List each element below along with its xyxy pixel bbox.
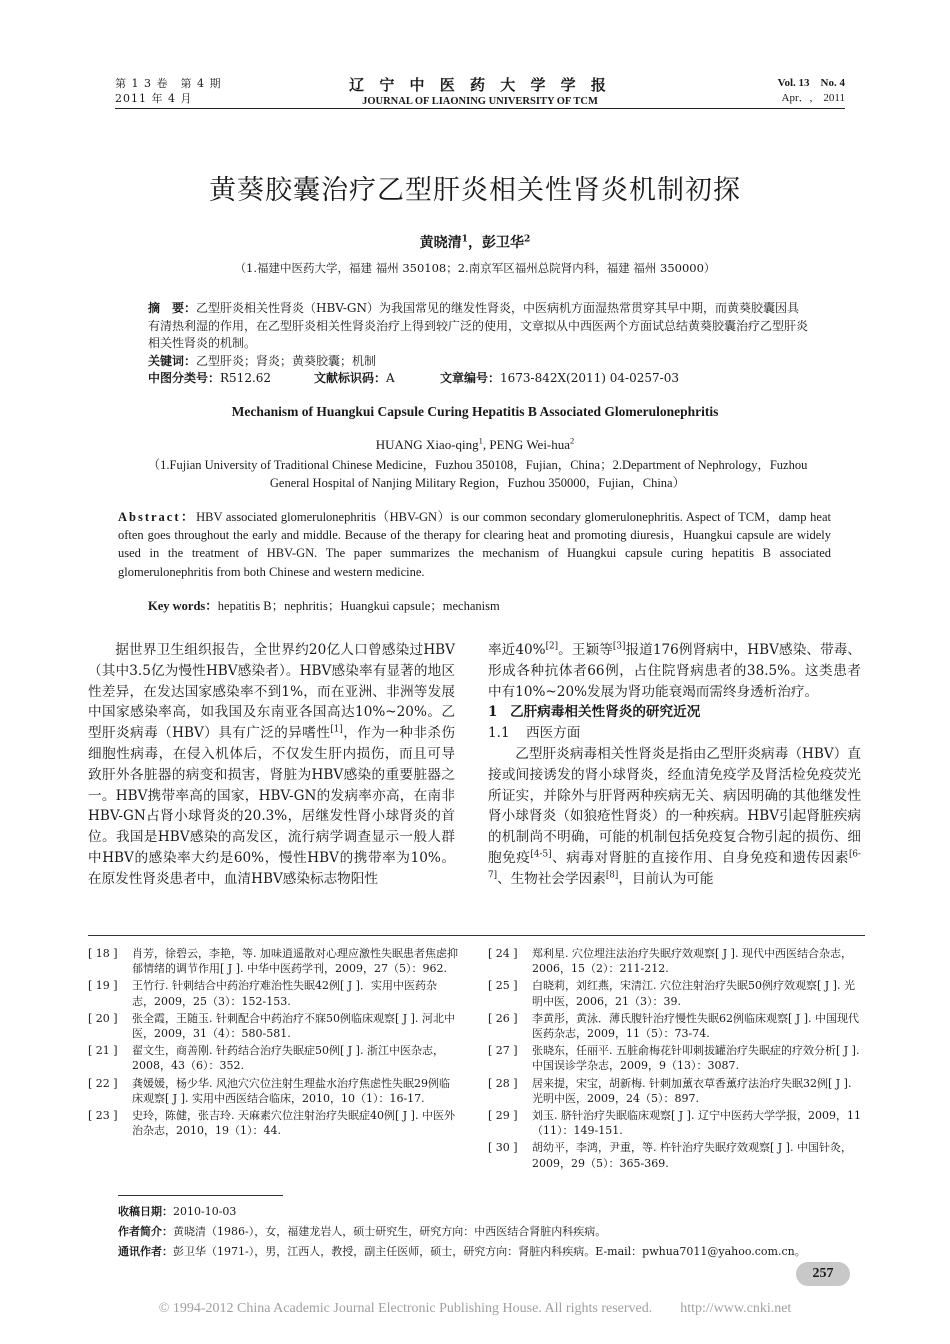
body-column-right — [488, 640, 861, 890]
reference-item: [ 20 ] 张全霞，王随玉. 针刺配合中药治疗不寐50例临床观察[ J ]. 河北中医，2009，31（4）：580-581. — [88, 1011, 455, 1041]
doc-code-value: A — [386, 371, 395, 385]
reference-item: [ 29 ] 刘玉. 脐针治疗失眠临床观察[ J ]. 辽宁中医药大学学报，2009，11（11）：149-151. — [488, 1109, 861, 1138]
article-no-field — [440, 370, 679, 388]
classification-row — [148, 370, 808, 388]
keywords-cn-text: 乙型肝炎；肾炎；黄葵胶囊；机制 — [196, 353, 377, 368]
reference-item: [ 21 ] 翟文生，商善刚. 针药结合治疗失眠症50例[ J ]. 浙江中医杂志，2008，43（6）：352. — [88, 1044, 444, 1073]
author-2-en-sup: 2 — [570, 435, 575, 446]
subsection-heading-1-1 — [488, 723, 861, 744]
reference-item: [ 22 ] 龚媛媛，杨少华. 风池穴穴位注射生理盐水治疗焦虑性失眠29例临床观察[ J ]. 实用中西医结合临床，2010，10（1）：16-17. — [88, 1076, 450, 1105]
corresponding-author: 通讯作者：彭卫华（1971-），男，江西人，教授，副主任医师，硕士，研究方向：肾脏内科疾病。E-mail：pwhua7011@yahoo.com.cn。 — [118, 1245, 806, 1258]
reference-item: [ 27 ] 张晓东，任丽平. 五脏俞梅花针叩刺拔罐治疗失眠症的疗效分析[ J ]. 中国误诊学杂志，2009，9（13）：3087. — [488, 1044, 860, 1073]
body-column-left — [88, 640, 455, 890]
affiliation-en: （1.Fujian University of Traditional Chinese Medicine，Fuzhou 350108，Fujian，China；2.Department of Nephrology，Fuzhou General Hospital of Nanjing Military Region，Fuzhou 350000，Fujian，China） — [147, 458, 808, 490]
header-divider — [115, 108, 845, 109]
body-paragraph-2: 乙型肝炎病毒相关性肾炎是指由乙型肝炎病毒（HBV）直接或间接诱发的肾小球肾炎，经血清免疫学及肾活检免疫荧光所证实，并除外与肝肾两种疾病无关、病因明确的其他继发性肾小球肾炎（如狼疮性肾炎）的一种疾病。HBV引起肾脏疾病的机制尚不明确，可能的机制包括免疫复合物引起的损伤、细胞免疫[4-5]、病毒对肾脏的直接作用、自身免疫和遗传因素[6-7]、生物社会学因素[8]，目前认为可能 — [488, 745, 862, 887]
author-sep: ， — [468, 235, 482, 251]
abstract-en — [118, 508, 831, 581]
keywords-cn — [148, 353, 808, 371]
article-no-label: 文章编号： — [440, 371, 501, 385]
references-right — [488, 946, 865, 1173]
reference-item: [ 28 ] 居来提，宋宝，胡新梅. 针刺加薰衣草香薰疗法治疗失眠32例[ J ]. 光明中医，2009，24（5）：897. — [488, 1076, 852, 1105]
section-heading-1 — [488, 702, 861, 723]
abstract-cn-label: 摘 要： — [148, 301, 197, 315]
citation: [4-5] — [530, 849, 552, 860]
abstract-en-text: HBV associated glomerulonephritis（HBV-GN）is our common secondary glomerulonephritis. Aspect of TCM，damp heat often goes throughout the early and middle. Because of the therapy for clearing heat and promoting diuresis，Huangkui capsule are widely used in the treatment of HBV-GN. The paper summarizes the mechanism of Huangkui capsule curing hepatitis B associated glomerulonephritis from both Chinese and western medicine. — [118, 510, 831, 579]
references-divider — [88, 935, 865, 936]
body-paragraph-1-cont: 率近40%[2]。王颖等[3]报道176例肾病中，HBV感染、带毒、形成各种抗体者66例，占住院肾病患者的38.5%。这类患者中有10%~20%发展为肾功能衰竭而需终身透析治疗。 — [488, 641, 862, 700]
reference-item: [ 26 ] 李黄彤，黄泳．薄氏腹针治疗慢性失眠62例临床观察[ J ]. 中国现代医药杂志，2009，11（5）：73-74. — [488, 1011, 859, 1041]
author-1: 黄晓清 — [419, 235, 462, 251]
author-1-en-sup: 1 — [478, 435, 483, 446]
section-number: 1 — [488, 704, 498, 721]
citation: [1] — [330, 724, 343, 735]
reference-item: [ 23 ] 史玲，陈健，张吉玲. 天麻素穴位注射治疗失眠症40例[ J ]. 中医外治杂志，2010，19（1）：44. — [88, 1109, 455, 1138]
journal-name — [320, 74, 640, 107]
author-2-sup: 2 — [524, 233, 531, 245]
keywords-en — [148, 596, 831, 614]
doc-code-field — [314, 370, 440, 388]
clc-label: 中图分类号： — [148, 371, 221, 385]
clc-value: R512.62 — [220, 371, 272, 385]
keywords-cn-label: 关键词： — [148, 353, 197, 368]
english-title: Mechanism of Huangkui Capsule Curing Hepatitis B Associated Glomerulonephritis — [231, 404, 719, 419]
abstract-cn-body — [148, 300, 808, 353]
date-en: Apr．, 2011 — [781, 92, 845, 104]
footnote-divider — [118, 1195, 283, 1196]
journal-name-cn: 辽 宁 中 医 药 大 学 学 报 — [349, 76, 611, 94]
reference-item: [ 30 ] 胡幼平，李鸿，尹重，等. 杵针治疗失眠疗效观察[ J ]. 中国针灸，2009，29（5）：365-369. — [488, 1141, 852, 1170]
subsection-title: 西医方面 — [526, 725, 581, 742]
citation: [3] — [612, 641, 626, 652]
volume-cn: 第 1 3 卷 第 4 期 — [115, 77, 222, 90]
footnotes — [118, 1202, 858, 1262]
abstract-cn — [148, 300, 808, 388]
author-bio: 作者简介：黄晓清（1986-），女，福建龙岩人，硕士研究生，研究方向：中西医结合肾脏内科疾病。 — [118, 1225, 607, 1238]
citation: [2] — [545, 641, 559, 652]
reference-item: [ 18 ] 肖芳，徐碧云，李艳，等. 加味逍遥散对心理应激性失眠患者焦虑抑郁情绪的调节作用[ J ]. 中华中医药学刊，2009，27（5）：962. — [88, 947, 458, 976]
copyright-line: © 1994-2012 China Academic Journal Electronic Publishing House. All rights reserved. http://www.cnki.net — [158, 1301, 792, 1316]
page-number: 257 — [796, 1262, 850, 1286]
abstract-en-label: Abstract： — [118, 510, 197, 524]
authors-cn — [0, 232, 950, 252]
citation: [8] — [605, 870, 619, 881]
author-1-sup: 1 — [461, 233, 468, 245]
date-cn: 2011 年 4 月 — [115, 92, 193, 105]
abstract-cn-text: 乙型肝炎相关性肾炎（HBV-GN）为我国常见的继发性肾炎，中医病机方面湿热常贯穿其早中期，而黄葵胶囊因具有清热利湿的作用，在乙型肝炎相关性肾炎治疗上得到较广泛的使用，文章拟从中西医两个方面试总结黄葵胶囊治疗乙型肝炎相关性肾炎的机制。 — [148, 301, 809, 350]
volume-en: Vol. 13 No. 4 — [777, 77, 845, 89]
subsection-number: 1.1 — [488, 725, 510, 742]
reference-item: [ 19 ] 王竹行. 针刺结合中药治疗难治性失眠42例[ J ]．实用中医药杂志，2009，25（3）：152-153. — [88, 979, 437, 1008]
received-date: 收稿日期：2010-10-03 — [118, 1205, 237, 1218]
reference-item: [ 25 ] 白晓莉，刘红燕，宋清江. 穴位注射治疗失眠50例疗效观察[ J ]. 光明中医，2006，21（3）：39. — [488, 979, 855, 1008]
author-2: 彭卫华 — [482, 235, 524, 251]
keywords-en-text: hepatitis B；nephritis；Huangkui capsule；mechanism — [217, 599, 500, 613]
section-title: 乙肝病毒相关性肾炎的研究近况 — [510, 704, 701, 721]
doc-code-label: 文献标识码： — [314, 371, 387, 385]
author-en-sep: , — [482, 437, 490, 452]
author-2-en: PENG Wei-hua — [489, 437, 571, 452]
citation: [6-7] — [488, 849, 862, 881]
keywords-en-label: Key words： — [148, 599, 218, 613]
issue-info-en — [778, 76, 845, 106]
article-title: 黄葵胶囊治疗乙型肝炎相关性肾炎机制初探 — [209, 175, 741, 206]
reference-item: [ 24 ] 郑利星. 穴位埋注法治疗失眠疗效观察[ J ]. 现代中西医结合杂志，2006，15（2）：211-212. — [488, 947, 852, 976]
author-1-en: HUANG Xiao-qing — [375, 437, 479, 452]
references-left — [88, 946, 458, 1140]
authors-en — [0, 437, 950, 453]
article-no-value: 1673-842X(2011) 04-0257-03 — [500, 371, 679, 385]
issue-info-cn — [115, 76, 221, 106]
body-paragraph-1: 据世界卫生组织报告，全世界约20亿人口曾感染过HBV（其中3.5亿为慢性HBV感染者）。HBV感染率有显著的地区性差异，在发达国家感染率不到1%，而在亚洲、非洲等发展中国家感染率高，如我国及东南亚各国高达10%~20%。乙型肝炎病毒（HBV）具有广泛的异嗜性[1]，作为一种非杀伤细胞性病毒，在侵入机体后，不仅发生肝内损伤，而且可导致肝外各脏器的病变和损害，肾脏为HBV感染的重要脏器之一。HBV携带率高的国家，HBV-GN的发病率亦高，在南非HBV-GN占肾小球肾炎的20.3%，居继发性肾小球肾炎的首位。我国是HBV感染的高发区，流行病学调查显示一般人群中HBV的感染率大约是60%，慢性HBV的携带率为10%。在原发性肾炎患者中，血清HBV感染标志物阳性 — [88, 642, 455, 887]
clc-field — [148, 370, 314, 388]
journal-name-en: JOURNAL OF LIAONING UNIVERSITY OF TCM — [362, 96, 598, 107]
affiliation-cn: （1.福建中医药大学，福建 福州 350108；2.南京军区福州总院肾内科，福建 福州 350000） — [234, 261, 716, 275]
